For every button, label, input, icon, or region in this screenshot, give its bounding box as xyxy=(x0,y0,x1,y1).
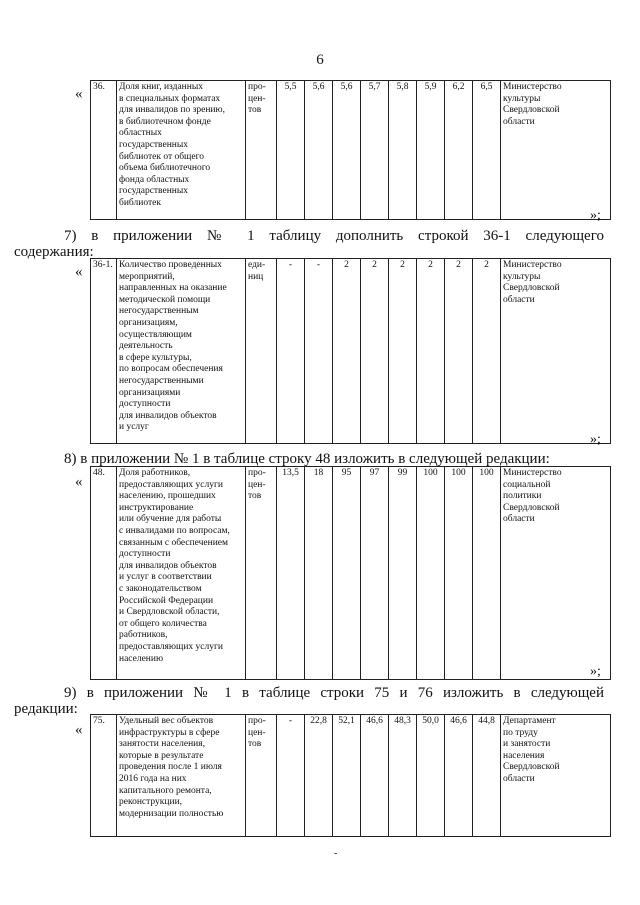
indicator-description: Доля работников, предоставляющих услуги населению, прошедших инструктирование или обучение для работы с инвалидами по вопросам, связанным с обеспечением доступности для инвалидов объектов и услуг в соответствии с законодательством Российской Федерации и Свердловской области, от общего количества работников, предоставляющих услуги населению xyxy=(117,467,246,680)
value-cell: 6,2 xyxy=(445,81,473,220)
value-cell: 5,5 xyxy=(277,81,305,220)
responsible-organization: Министерство социальной политики Свердловской области xyxy=(501,467,611,680)
indicator-description: Удельный вес объектов инфраструктуры в сфере занятости населения, которые в результате проведения после 1 июля 2016 года на них капитального ремонта, реконструкции, модернизации полностью xyxy=(117,715,246,837)
value-cell: 5,6 xyxy=(333,81,361,220)
value-cell: 48,3 xyxy=(389,715,417,837)
unit-of-measure: про- цен- тов xyxy=(246,81,277,220)
value-cell: - xyxy=(305,259,333,444)
value-cell: 2 xyxy=(333,259,361,444)
value-cell: 5,6 xyxy=(305,81,333,220)
page-number: 6 xyxy=(316,52,324,68)
responsible-organization: Департамент по труду и занятости населения Свердловской области xyxy=(501,715,611,837)
close-quote: »; xyxy=(590,432,601,447)
value-cell: 2 xyxy=(389,259,417,444)
responsible-organization: Министерство культуры Свердловской области xyxy=(501,259,611,444)
indicator-description: Количество проведенных мероприятий, направленных на оказание методической помощи негосударственным организациям, осуществляющим деятельность в сфере культуры, по вопросам обеспечения негосударственными организациями доступности для инвалидов объектов и услуг xyxy=(117,259,246,444)
value-cell: 2 xyxy=(361,259,389,444)
value-cell: 100 xyxy=(473,467,501,680)
value-cell: 22,8 xyxy=(305,715,333,837)
close-quote: »; xyxy=(590,664,601,679)
open-quote: « xyxy=(75,474,83,490)
value-cell: 52,1 xyxy=(333,715,361,837)
value-cell: 6,5 xyxy=(473,81,501,220)
value-cell: 2 xyxy=(473,259,501,444)
value-cell: 99 xyxy=(389,467,417,680)
value-cell: 97 xyxy=(361,467,389,680)
value-cell: 2 xyxy=(417,259,445,444)
paragraph-9 xyxy=(64,685,604,702)
value-cell: 13,5 xyxy=(277,467,305,680)
paragraph-7-line-2: содержания: xyxy=(14,244,94,260)
unit-of-measure: про- цен- тов xyxy=(246,715,277,837)
value-cell: - xyxy=(277,259,305,444)
value-cell: 95 xyxy=(333,467,361,680)
value-cell: 50,0 xyxy=(417,715,445,837)
paragraph-9-line-2: редакции: xyxy=(14,701,78,717)
value-cell: 18 xyxy=(305,467,333,680)
paragraph-7 xyxy=(64,228,604,245)
value-cell: 100 xyxy=(445,467,473,680)
footer-mark: - xyxy=(334,848,338,859)
value-cell: 46,6 xyxy=(361,715,389,837)
unit-of-measure: про- цен- тов xyxy=(246,467,277,680)
value-cell: 2 xyxy=(445,259,473,444)
row-number: 75. xyxy=(91,715,117,837)
value-cell: - xyxy=(277,715,305,837)
open-quote: « xyxy=(75,722,83,738)
row-number: 36. xyxy=(91,81,117,220)
value-cell: 5,8 xyxy=(389,81,417,220)
value-cell: 5,9 xyxy=(417,81,445,220)
responsible-organization: Министерство культуры Свердловской области xyxy=(501,81,611,220)
open-quote: « xyxy=(75,264,83,280)
unit-of-measure: еди- ниц xyxy=(246,259,277,444)
value-cell: 44,8 xyxy=(473,715,501,837)
open-quote: « xyxy=(75,86,83,102)
row-number: 36-1. xyxy=(91,259,117,444)
table-row-36-1 xyxy=(90,258,611,444)
row-number: 48. xyxy=(91,467,117,680)
value-cell: 46,6 xyxy=(445,715,473,837)
value-cell: 5,7 xyxy=(361,81,389,220)
paragraph-9-line-1: 9) в приложении № 1 в таблице строки 75 и 76 изложить в следующей xyxy=(64,685,604,701)
close-quote: »; xyxy=(590,208,601,223)
paragraph-8-text: 8) в приложении № 1 в таблице строку 48 изложить в следующей редакции: xyxy=(64,451,550,467)
value-cell: 100 xyxy=(417,467,445,680)
table-row-75 xyxy=(90,714,611,837)
paragraph-7-line-1: 7) в приложении № 1 таблицу дополнить строкой 36-1 следующего xyxy=(64,228,604,244)
indicator-description: Доля книг, изданных в специальных форматах для инвалидов по зрению, в библиотечном фонде областных государственных библиотек от общего объема библиотечного фонда областных государственных библиотек xyxy=(117,81,246,220)
table-row-48 xyxy=(90,466,611,680)
table-row-36 xyxy=(90,80,611,220)
